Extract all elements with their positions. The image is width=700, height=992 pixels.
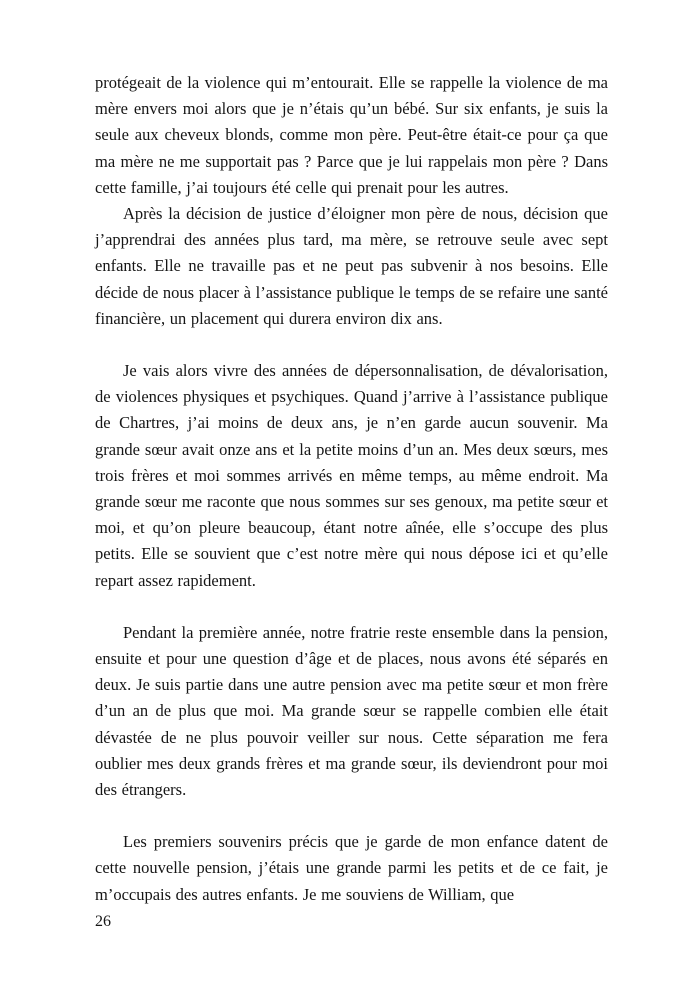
book-page — [95, 70, 608, 908]
paragraph: Je vais alors vivre des années de dépersonnalisation, de dévalorisation, de violences physiques et psychiques. Quand j’arrive à l’assistance publique de Chartres, j’ai moins de deux ans, je n’en garde aucun souvenir. Ma grande sœur avait onze ans et la petite moins d’un an. Mes deux sœurs, mes trois frères et moi sommes arrivés en même temps, au même endroit. Ma grande sœur me raconte que nous sommes sur ses genoux, ma petite sœur et moi, et qu’on pleure beaucoup, étant notre aînée, elle s’occupe des plus petits. Elle se souvient que c’est notre mère qui nous dépose ici et qu’elle repart assez rapidement. — [95, 361, 608, 590]
paragraph: protégeait de la violence qui m’entourait. Elle se rappelle la violence de ma mère envers moi alors que je n’étais qu’un bébé. Sur six enfants, je suis la seule aux cheveux blonds, comme mon père. Peut-être était-ce pour ça que ma mère ne me supportait pas ? Parce que je lui rappelais mon père ? Dans cette famille, j’ai toujours été celle qui prenait pour les autres. — [95, 73, 608, 197]
page-number: 26 — [95, 913, 111, 930]
page-body-text — [95, 70, 608, 908]
paragraph: Pendant la première année, notre fratrie reste ensemble dans la pension, ensuite et pour une question d’âge et de places, nous avons été séparés en deux. Je suis partie dans une autre pension avec ma petite sœur et mon frère d’un an de plus que moi. Ma grande sœur se rappelle combien elle était dévastée de ne plus pouvoir veiller sur nous. Cette séparation me fera oublier mes deux grands frères et ma grande sœur, ils deviendront pour moi des étrangers. — [95, 622, 608, 800]
paragraph: Les premiers souvenirs précis que je garde de mon enfance datent de cette nouvelle pension, j’étais une grande parmi les petits et de ce fait, je m’occupais des autres enfants. Je me souviens de William, que — [95, 832, 608, 904]
paragraph: Après la décision de justice d’éloigner mon père de nous, décision que j’apprendrai des années plus tard, ma mère, se retrouve seule avec sept enfants. Elle ne travaille pas et ne peut pas subvenir à nos besoins. Elle décide de nous placer à l’assistance publique le temps de se refaire une santé financière, un placement qui durera environ dix ans. — [95, 204, 608, 328]
